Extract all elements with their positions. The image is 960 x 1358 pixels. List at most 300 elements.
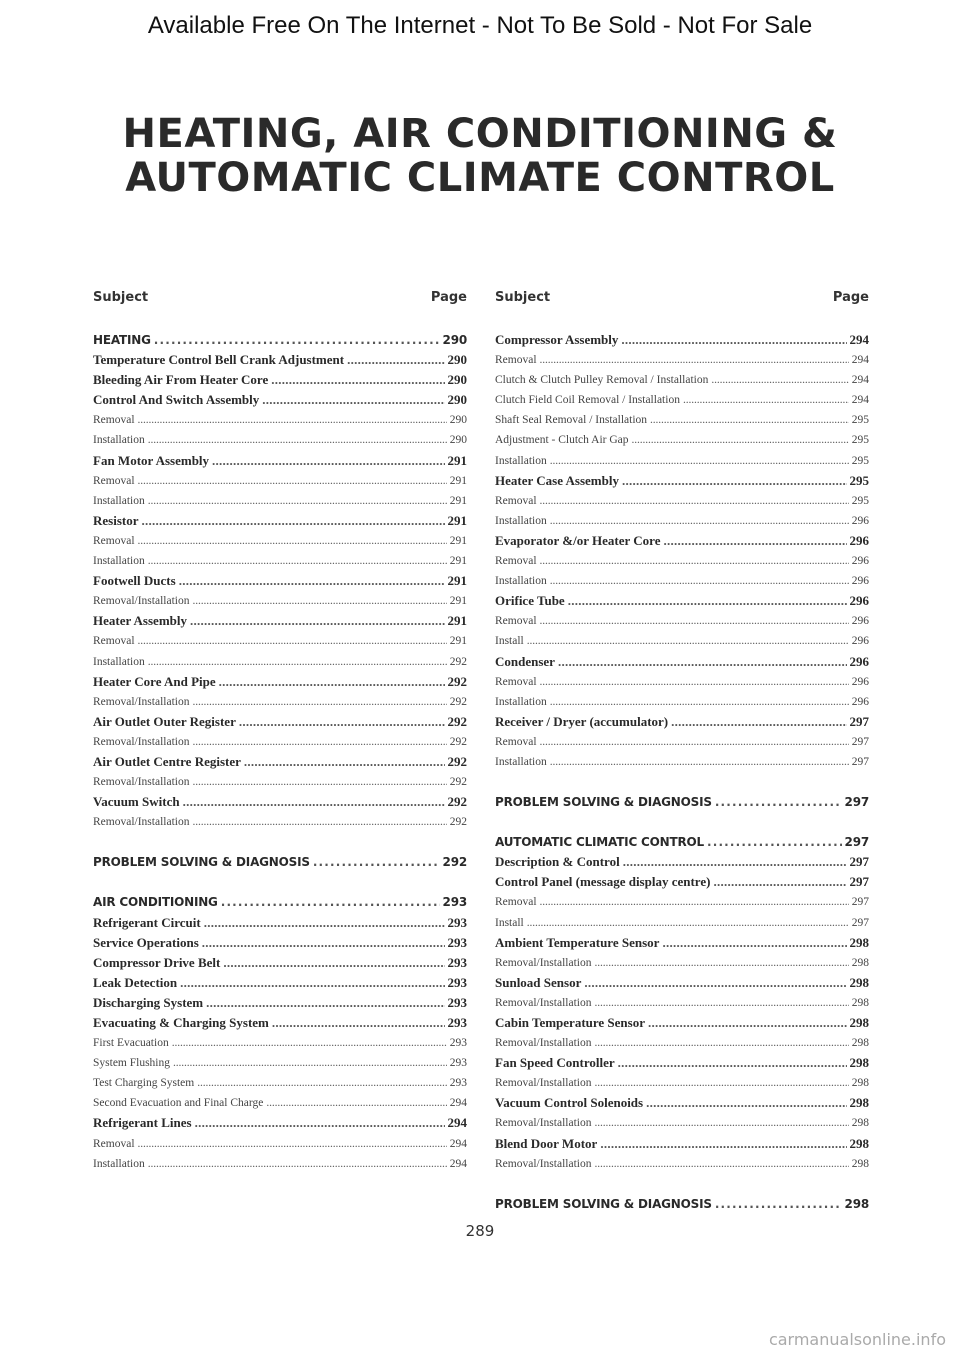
toc-entry-title: Installation xyxy=(495,695,547,708)
toc-entry-title: Cabin Temperature Sensor xyxy=(495,1015,645,1030)
toc-entry-page: 296 xyxy=(851,555,869,568)
toc-entry xyxy=(495,631,869,651)
toc-entry xyxy=(495,1073,869,1093)
dot-leader xyxy=(683,390,849,410)
toc-entry-title: Air Outlet Outer Register xyxy=(93,713,236,729)
toc-entry-page: 297 xyxy=(851,735,869,748)
dot-leader xyxy=(540,611,849,631)
section-spacer xyxy=(93,872,467,892)
toc-entry-title: Test Charging System xyxy=(93,1077,195,1090)
dot-leader xyxy=(183,792,445,812)
toc-entry xyxy=(93,712,467,732)
dot-leader xyxy=(671,712,846,732)
toc-entry-title: Bleeding Air From Heater Core xyxy=(93,372,269,388)
toc-entry-page: 291 xyxy=(447,452,467,468)
toc-entry xyxy=(495,1134,869,1154)
toc-entry xyxy=(495,1033,869,1053)
toc-entry-page: 292 xyxy=(449,735,467,748)
dot-leader xyxy=(540,732,849,752)
dot-leader xyxy=(148,430,447,450)
dot-leader xyxy=(138,631,447,651)
toc-entry xyxy=(93,1113,467,1133)
dot-leader xyxy=(244,752,445,772)
toc-entry xyxy=(93,430,467,450)
toc-entry-page: 298 xyxy=(851,996,869,1009)
toc-entry-page: 298 xyxy=(851,1077,869,1090)
dot-leader xyxy=(715,1194,842,1214)
toc-entry-page: 296 xyxy=(851,675,869,688)
toc-entry-title: Evacuating & Charging System xyxy=(93,1015,269,1030)
toc-section-heading xyxy=(495,1194,869,1214)
dot-leader xyxy=(663,531,846,551)
toc-entry xyxy=(93,1134,467,1154)
toc-left-column xyxy=(93,290,467,1174)
toc-entry-title: AIR CONDITIONING xyxy=(93,895,218,910)
toc-entry-title: PROBLEM SOLVING & DIAGNOSIS xyxy=(495,795,712,810)
toc-right-column xyxy=(495,290,869,1214)
toc-entry-title: Sunload Sensor xyxy=(495,974,582,990)
toc-entry-page: 292 xyxy=(449,776,467,789)
toc-entry-title: Compressor Drive Belt xyxy=(93,954,221,970)
toc-entry-page: 290 xyxy=(449,434,467,447)
toc-entry-page: 295 xyxy=(851,414,869,427)
dot-leader xyxy=(594,953,848,973)
toc-entry xyxy=(93,611,467,631)
toc-entry xyxy=(93,772,467,792)
toc-entry xyxy=(495,953,869,973)
toc-entry-title: Removal/Installation xyxy=(495,1117,592,1130)
toc-entry xyxy=(93,370,467,390)
toc-entry-title: Installation xyxy=(495,514,547,527)
toc-entry-title: Control Panel (message display centre) xyxy=(495,874,711,890)
page-column-label: Page xyxy=(832,290,869,305)
toc-entry-page: 293 xyxy=(447,1015,467,1030)
toc-entry-title: Air Outlet Centre Register xyxy=(93,753,241,769)
dot-leader xyxy=(223,953,444,973)
toc-entry-title: Heater Core And Pipe xyxy=(93,673,216,689)
toc-entry-title: Installation xyxy=(495,755,547,768)
toc-entry xyxy=(93,631,467,651)
toc-entry-page: 298 xyxy=(849,1095,869,1111)
dot-leader xyxy=(313,852,440,872)
toc-entry-title: Ambient Temperature Sensor xyxy=(495,934,660,950)
toc-entry-title: Installation xyxy=(93,1157,145,1170)
toc-entry-page: 294 xyxy=(851,374,869,387)
dot-leader xyxy=(600,1134,846,1154)
toc-entry-title: Fan Speed Controller xyxy=(495,1055,615,1071)
toc-entry-title: Removal/Installation xyxy=(495,1077,592,1090)
toc-entry xyxy=(495,1053,869,1073)
dot-leader xyxy=(550,692,849,712)
toc-entry-page: 292 xyxy=(449,655,467,668)
toc-entry-page: 294 xyxy=(849,332,869,347)
toc-entry-title: Fan Motor Assembly xyxy=(93,452,210,468)
toc-entry xyxy=(495,430,869,450)
toc-entry xyxy=(93,491,467,511)
toc-entry-title: Footwell Ducts xyxy=(93,573,176,589)
toc-entry xyxy=(93,390,467,410)
dot-leader xyxy=(148,652,447,672)
dot-leader xyxy=(622,471,847,491)
toc-entry-title: Vacuum Switch xyxy=(93,794,180,810)
toc-entry-title: Description & Control xyxy=(495,854,620,870)
toc-entry xyxy=(93,692,467,712)
dot-leader xyxy=(715,792,842,812)
toc-entry-title: Clutch & Clutch Pulley Removal / Installation xyxy=(495,374,709,387)
toc-entry xyxy=(93,571,467,591)
toc-entry xyxy=(495,892,869,912)
toc-entry-title: Removal xyxy=(495,615,537,628)
toc-entry-page: 296 xyxy=(849,593,869,609)
dot-leader xyxy=(623,852,847,872)
toc-entry-page: 296 xyxy=(851,695,869,708)
toc-entry xyxy=(495,390,869,410)
toc-entry xyxy=(495,571,869,591)
toc-section-heading xyxy=(93,892,467,912)
toc-entry-title: Removal/Installation xyxy=(93,695,190,708)
toc-entry-title: Removal xyxy=(93,635,135,648)
toc-entry-title: Removal/Installation xyxy=(495,1037,592,1050)
toc-entry xyxy=(495,531,869,551)
dot-leader xyxy=(204,913,445,933)
dot-leader xyxy=(540,892,849,912)
toc-entry-title: Clutch Field Coil Removal / Installation xyxy=(495,394,680,407)
dot-leader xyxy=(650,410,849,430)
page-title-line-1: HEATING, AIR CONDITIONING & xyxy=(122,111,838,157)
toc-entry-title: Removal xyxy=(495,896,537,909)
toc-entry-page: 296 xyxy=(851,615,869,628)
toc-entry-page: 292 xyxy=(447,753,467,769)
dot-leader xyxy=(632,430,849,450)
toc-entry xyxy=(93,812,467,832)
toc-entry xyxy=(495,591,869,611)
toc-entry-page: 297 xyxy=(851,896,869,909)
toc-entry-title: Removal/Installation xyxy=(93,816,190,829)
dot-leader xyxy=(550,511,849,531)
dot-leader xyxy=(266,1093,446,1113)
toc-entry-title: Removal xyxy=(495,494,537,507)
dot-leader xyxy=(618,1053,847,1073)
toc-entry-page: 294 xyxy=(449,1137,467,1150)
toc-entry-page: 298 xyxy=(851,1157,869,1170)
toc-entry-title: Removal/Installation xyxy=(495,1157,592,1170)
toc-entry-title: Control And Switch Assembly xyxy=(93,392,260,408)
toc-entry-title: Discharging System xyxy=(93,994,204,1010)
toc-entry-title: Removal/Installation xyxy=(495,956,592,969)
toc-entry xyxy=(93,451,467,471)
toc-entry-title: Installation xyxy=(93,555,145,568)
toc-entry-title: Shaft Seal Removal / Installation xyxy=(495,414,648,427)
dot-leader xyxy=(138,410,447,430)
toc-entry-page: 297 xyxy=(844,795,869,810)
toc-entry-title: Removal xyxy=(93,534,135,547)
toc-entry-page: 297 xyxy=(851,755,869,768)
toc-entry-page: 292 xyxy=(442,855,467,870)
toc-entry-page: 294 xyxy=(447,1115,467,1131)
dot-leader xyxy=(154,330,440,350)
dot-leader xyxy=(138,1134,447,1154)
dot-leader xyxy=(594,1113,848,1133)
dot-leader xyxy=(138,471,447,491)
dot-leader xyxy=(192,732,446,752)
dot-leader xyxy=(540,551,849,571)
section-spacer xyxy=(495,772,869,792)
toc-entry-title: Removal xyxy=(93,474,135,487)
toc-entry-page: 291 xyxy=(449,474,467,487)
toc-entry-page: 298 xyxy=(851,956,869,969)
dot-leader xyxy=(707,832,842,852)
toc-entry-page: 298 xyxy=(851,1117,869,1130)
toc-entry xyxy=(495,410,869,430)
dot-leader xyxy=(550,451,849,471)
toc-entry xyxy=(495,652,869,672)
section-spacer xyxy=(495,1174,869,1194)
toc-entry-page: 298 xyxy=(851,1037,869,1050)
dot-leader xyxy=(527,913,849,933)
dot-leader xyxy=(584,973,846,993)
dot-leader xyxy=(272,1013,445,1033)
toc-entry-title: Condenser xyxy=(495,653,555,669)
toc-entry xyxy=(495,451,869,471)
toc-entry-title: Evaporator &/or Heater Core xyxy=(495,532,661,548)
toc-entry xyxy=(495,692,869,712)
toc-entry-page: 290 xyxy=(449,414,467,427)
toc-entry xyxy=(93,1154,467,1174)
toc-entry xyxy=(93,471,467,491)
section-spacer xyxy=(495,812,869,832)
toc-entry xyxy=(93,410,467,430)
toc-entry-page: 292 xyxy=(449,695,467,708)
toc-entry-page: 296 xyxy=(851,514,869,527)
toc-entry xyxy=(495,1013,869,1033)
toc-entry-page: 296 xyxy=(849,532,869,548)
dot-leader xyxy=(212,451,444,471)
dot-leader xyxy=(138,531,447,551)
dot-leader xyxy=(540,491,849,511)
toc-entry-page: 294 xyxy=(449,1157,467,1170)
toc-entry xyxy=(93,511,467,531)
toc-entry-page: 295 xyxy=(851,454,869,467)
toc-entry-page: 293 xyxy=(449,1077,467,1090)
toc-entry xyxy=(495,350,869,370)
toc-entry-page: 295 xyxy=(849,472,869,488)
toc-entry xyxy=(495,712,869,732)
toc-entry-title: Heater Case Assembly xyxy=(495,472,619,488)
toc-entry-page: 290 xyxy=(447,392,467,408)
toc-entry xyxy=(495,913,869,933)
page-number: 289 xyxy=(465,1222,495,1240)
toc-entry xyxy=(495,370,869,390)
toc-entry-title: Compressor Assembly xyxy=(495,332,619,347)
toc-entry xyxy=(93,531,467,551)
footer-watermark: carmanualsonline.info xyxy=(768,1330,946,1349)
toc-entry-page: 291 xyxy=(449,595,467,608)
toc-entry xyxy=(93,973,467,993)
toc-entry xyxy=(495,993,869,1013)
toc-entry-title: Temperature Control Bell Crank Adjustment xyxy=(93,352,345,368)
toc-section-heading xyxy=(93,330,467,350)
toc-entry xyxy=(495,1154,869,1174)
toc-entry-page: 298 xyxy=(844,1196,869,1211)
toc-entry xyxy=(495,611,869,631)
dot-leader xyxy=(172,1033,447,1053)
toc-entry-page: 298 xyxy=(849,1135,869,1151)
toc-entry-page: 294 xyxy=(851,394,869,407)
toc-entry-page: 296 xyxy=(849,653,869,669)
dot-leader xyxy=(662,933,846,953)
toc-entry-page: 293 xyxy=(447,934,467,950)
toc-entry-title: Install xyxy=(495,916,524,929)
dot-leader xyxy=(192,772,446,792)
subject-column-label: Subject xyxy=(495,290,551,305)
toc-entry-title: Leak Detection xyxy=(93,974,178,990)
dot-leader xyxy=(271,370,444,390)
toc-section-heading xyxy=(93,852,467,872)
toc-entry xyxy=(495,471,869,491)
toc-entry-page: 293 xyxy=(447,954,467,970)
toc-entry-title: Heater Assembly xyxy=(93,613,187,629)
toc-entry-page: 294 xyxy=(449,1097,467,1110)
toc-entry-title: Install xyxy=(495,635,524,648)
subject-column-label: Subject xyxy=(93,290,149,305)
toc-right-header xyxy=(495,290,869,310)
toc-section-heading xyxy=(495,832,869,852)
toc-entry xyxy=(93,1073,467,1093)
toc-entry-title: Service Operations xyxy=(93,934,199,950)
toc-entry xyxy=(495,732,869,752)
toc-entry xyxy=(93,591,467,611)
page-column-label: Page xyxy=(430,290,467,305)
dot-leader xyxy=(558,652,847,672)
page-title xyxy=(0,112,960,200)
toc-entry xyxy=(495,872,869,892)
section-spacer xyxy=(93,832,467,852)
toc-entry-page: 297 xyxy=(844,835,869,850)
dot-leader xyxy=(179,571,445,591)
dot-leader xyxy=(239,712,445,732)
toc-entry-title: PROBLEM SOLVING & DIAGNOSIS xyxy=(495,1196,712,1211)
toc-entry-title: Removal/Installation xyxy=(93,595,190,608)
dot-leader xyxy=(347,350,444,370)
toc-entry-page: 290 xyxy=(442,333,467,347)
toc-entry-page: 291 xyxy=(447,512,467,528)
dot-leader xyxy=(550,571,849,591)
dot-leader xyxy=(219,672,445,692)
toc-entry-page: 295 xyxy=(851,494,869,507)
toc-entry-page: 297 xyxy=(849,874,869,890)
toc-entry xyxy=(93,1093,467,1113)
toc-entry-title: Vacuum Control Solenoids xyxy=(495,1095,644,1111)
toc-entry-page: 296 xyxy=(851,575,869,588)
toc-entry-page: 291 xyxy=(447,573,467,589)
toc-entry-title: Removal xyxy=(495,354,537,367)
toc-entry-page: 297 xyxy=(849,854,869,870)
dot-leader xyxy=(621,330,846,350)
toc-entry-title: PROBLEM SOLVING & DIAGNOSIS xyxy=(93,855,310,870)
toc-entry-page: 293 xyxy=(449,1037,467,1050)
toc-entry-title: Removal/Installation xyxy=(93,776,190,789)
dot-leader xyxy=(206,993,444,1013)
toc-entry-title: Removal xyxy=(93,414,135,427)
dot-leader xyxy=(594,993,848,1013)
toc-entry xyxy=(93,913,467,933)
page-title-line-2: AUTOMATIC CLIMATE CONTROL xyxy=(125,155,835,201)
toc-entry xyxy=(93,792,467,812)
toc-entry-page: 298 xyxy=(849,974,869,990)
dot-leader xyxy=(568,591,847,611)
dot-leader xyxy=(594,1154,848,1174)
toc-entry-title: Adjustment - Clutch Air Gap xyxy=(495,434,629,447)
toc-entry xyxy=(93,1053,467,1073)
toc-entry-title: First Evacuation xyxy=(93,1037,169,1050)
dot-leader xyxy=(221,892,440,912)
dot-leader xyxy=(540,350,849,370)
toc-entry-page: 291 xyxy=(449,555,467,568)
toc-entry-page: 293 xyxy=(447,974,467,990)
dot-leader xyxy=(594,1073,848,1093)
toc-entry xyxy=(495,1093,869,1113)
toc-section-heading xyxy=(495,792,869,812)
toc-entry-title: Installation xyxy=(93,494,145,507)
dot-leader xyxy=(148,1154,447,1174)
toc-entry-title: Removal/Installation xyxy=(495,996,592,1009)
dot-leader xyxy=(648,1013,847,1033)
toc-entry-page: 298 xyxy=(849,1055,869,1071)
toc-entry-page: 294 xyxy=(851,354,869,367)
dot-leader xyxy=(540,672,849,692)
toc-entry-title: Removal xyxy=(495,555,537,568)
dot-leader xyxy=(202,933,445,953)
toc-entry-page: 291 xyxy=(449,534,467,547)
dot-leader xyxy=(180,973,444,993)
dot-leader xyxy=(550,752,849,772)
toc-entry xyxy=(93,993,467,1013)
toc-right-entries xyxy=(495,330,869,1214)
toc-entry xyxy=(93,732,467,752)
toc-left-header xyxy=(93,290,467,310)
toc-entry-page: 293 xyxy=(447,994,467,1010)
toc-entry-title: Resistor xyxy=(93,512,139,528)
toc-entry-title: System Flushing xyxy=(93,1057,171,1070)
toc-entry-page: 292 xyxy=(447,794,467,810)
toc-entry-title: Removal xyxy=(93,1137,135,1150)
dot-leader xyxy=(197,1073,447,1093)
toc-entry-page: 293 xyxy=(447,914,467,930)
toc-entry xyxy=(495,511,869,531)
toc-entry-page: 296 xyxy=(851,635,869,648)
toc-entry-page: 293 xyxy=(442,895,467,910)
toc-entry xyxy=(93,672,467,692)
toc-entry-page: 293 xyxy=(449,1057,467,1070)
toc-entry-page: 298 xyxy=(849,1015,869,1030)
toc-entry xyxy=(495,330,869,350)
dot-leader xyxy=(195,1113,445,1133)
toc-entry-page: 290 xyxy=(447,352,467,368)
toc-entry-page: 291 xyxy=(447,613,467,629)
toc-entry-title: Installation xyxy=(93,655,145,668)
toc-entry xyxy=(495,1113,869,1133)
dot-leader xyxy=(192,812,446,832)
toc-entry xyxy=(93,350,467,370)
toc-entry-page: 292 xyxy=(447,713,467,729)
toc-entry-title: Removal xyxy=(495,735,537,748)
toc-entry-title: AUTOMATIC CLIMATIC CONTROL xyxy=(495,835,704,850)
toc-entry-page: 297 xyxy=(851,916,869,929)
toc-entry xyxy=(93,652,467,672)
dot-leader xyxy=(190,611,445,631)
toc-entry-title: Installation xyxy=(495,575,547,588)
toc-entry-page: 297 xyxy=(849,713,869,729)
